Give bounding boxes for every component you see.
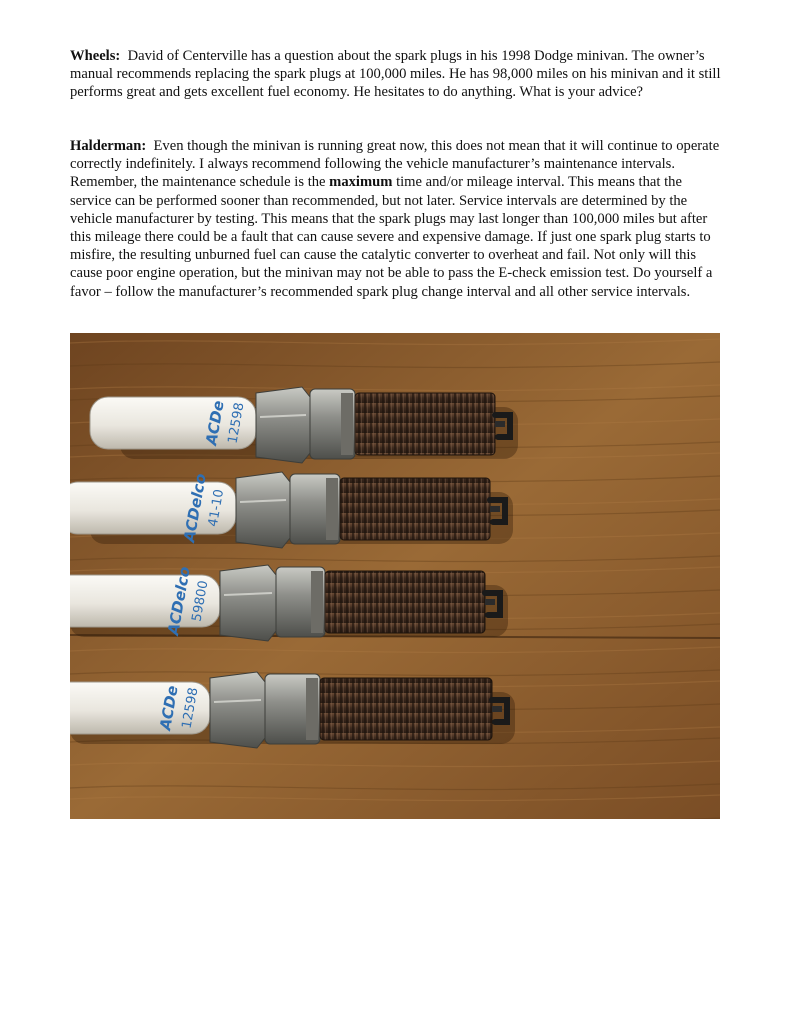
answer-text-part-1: Even though the minivan is running great now, this does not mean that it will continue to operate correctly indefinitely. I always recommend following the vehicle manufacturer’s maintenance intervals. Remember, the maintenance schedule is the	[70, 138, 720, 191]
spark-plugs-photo	[70, 333, 720, 819]
answer-paragraph	[70, 137, 722, 301]
thread	[320, 678, 492, 740]
plug-part-label: 59800	[189, 579, 212, 623]
spark-plug-2	[70, 472, 513, 548]
plug-brand-label: ACDe	[156, 684, 182, 732]
center-electrode	[495, 421, 505, 427]
center-electrode	[492, 706, 502, 712]
hex-nut	[210, 672, 265, 748]
gasket	[341, 393, 353, 455]
center-electrode	[490, 506, 500, 512]
hex-nut	[256, 387, 310, 463]
question-text: David of Centerville has a question about the spark plugs in his 1998 Dodge minivan. The owner’s manual recommends replacing the spark plugs at 100,000 miles. He has 98,000 miles on his minivan and it still performs great and gets excellent fuel economy. He hesitates to do anything. What is your advice?	[70, 48, 721, 101]
center-electrode	[485, 599, 495, 605]
speaker-halderman: Halderman:	[70, 138, 147, 154]
plug-part-label: 12598	[179, 686, 202, 730]
answer-text-part-2: time and/or mileage interval. This means that the service can be performed sooner than recommended, but not later. Service intervals are determined by the vehicle manufacturer by testing. This means that the spark plugs may last longer than 100,000 miles but after this mileage there could be a fault that can cause severe and expensive damage. If just one spark plug starts to misfire, the resulting unburned fuel can cause the catalytic converter to overheat and fail. Not only will this cause poor engine operation, but the minivan may not be able to pass the E-check emission test. Do yourself a favor – follow the manufacturer’s recommended spark plug change interval and all other service intervals.	[70, 174, 713, 300]
thread	[355, 393, 495, 455]
plug-part-label: 12598	[225, 401, 248, 445]
answer-emphasis: maximum	[329, 174, 393, 191]
plug-brand-label: ACDelco	[180, 472, 210, 544]
plug-brand-label: ACDe	[202, 399, 228, 447]
spark-plug-4	[70, 672, 515, 748]
spark-plug-1	[90, 387, 518, 463]
gasket	[306, 678, 318, 740]
plug-part-label: 41-10	[205, 488, 228, 528]
plug-brand-label: ACDelco	[164, 565, 194, 637]
thread	[325, 571, 485, 633]
hex-nut	[236, 472, 290, 548]
speaker-wheels: Wheels:	[70, 48, 121, 64]
gasket	[311, 571, 323, 633]
thread	[340, 478, 490, 540]
gasket	[326, 478, 338, 540]
question-paragraph	[70, 47, 722, 102]
hex-nut	[220, 565, 276, 641]
spark-plug-3	[70, 565, 508, 641]
